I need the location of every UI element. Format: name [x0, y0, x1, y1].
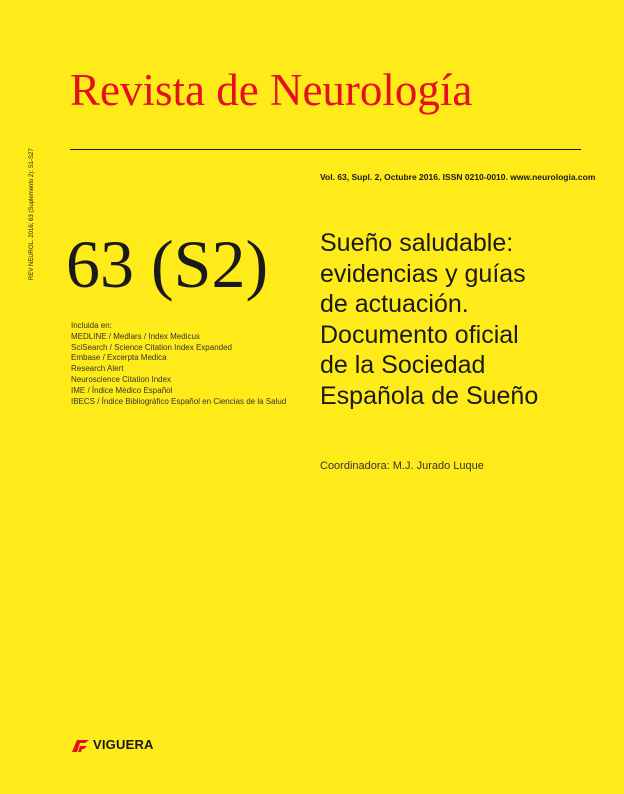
publisher-logo [72, 737, 154, 752]
article-title [320, 228, 580, 412]
indexing-item: MEDLINE / Medlars / Index Medicus [71, 331, 200, 341]
indexing-item: IBECS / Índice Bibliográfico Español en Ciencias de la Salud [71, 396, 287, 406]
indexing-item: SciSearch / Science Citation Index Expanded [71, 342, 232, 352]
indexing-item: Embase / Excerpta Medica [71, 353, 167, 363]
indexing-list [71, 321, 311, 407]
volume-info: Vol. 63, Supl. 2, Octubre 2016. ISSN 0210-0010. www.neurologia.com [320, 172, 596, 182]
spine-citation [28, 150, 38, 280]
viguera-logo-icon [72, 738, 89, 752]
article-title-line: de actuación. [320, 290, 469, 319]
indexing-item: Neuroscience Citation Index [71, 374, 172, 384]
spine-citation-text: REV NEUROL. 2016; 63 (Suplemento 2): S1-S27 [29, 148, 35, 280]
article-title-line: de la Sociedad [320, 351, 486, 380]
indexing-heading: Incluida en: [71, 321, 112, 330]
title-divider [70, 149, 581, 150]
issue-number: 63 (S2) [66, 226, 269, 302]
coordinator: Coordinadora: M.J. Jurado Luque [320, 460, 484, 472]
article-title-line: Documento oficial [320, 320, 519, 349]
indexing-item: Research Alert [71, 364, 124, 374]
indexing-item: IME / Índice Médico Español [71, 385, 173, 395]
journal-title: Revista de Neurología [70, 65, 473, 115]
article-title-line: Sueño saludable: [320, 229, 514, 257]
article-title-line: evidencias y guías [320, 259, 526, 288]
publisher-name: VIGUERA [93, 737, 154, 752]
article-title-line: Española de Sueño [320, 381, 539, 410]
